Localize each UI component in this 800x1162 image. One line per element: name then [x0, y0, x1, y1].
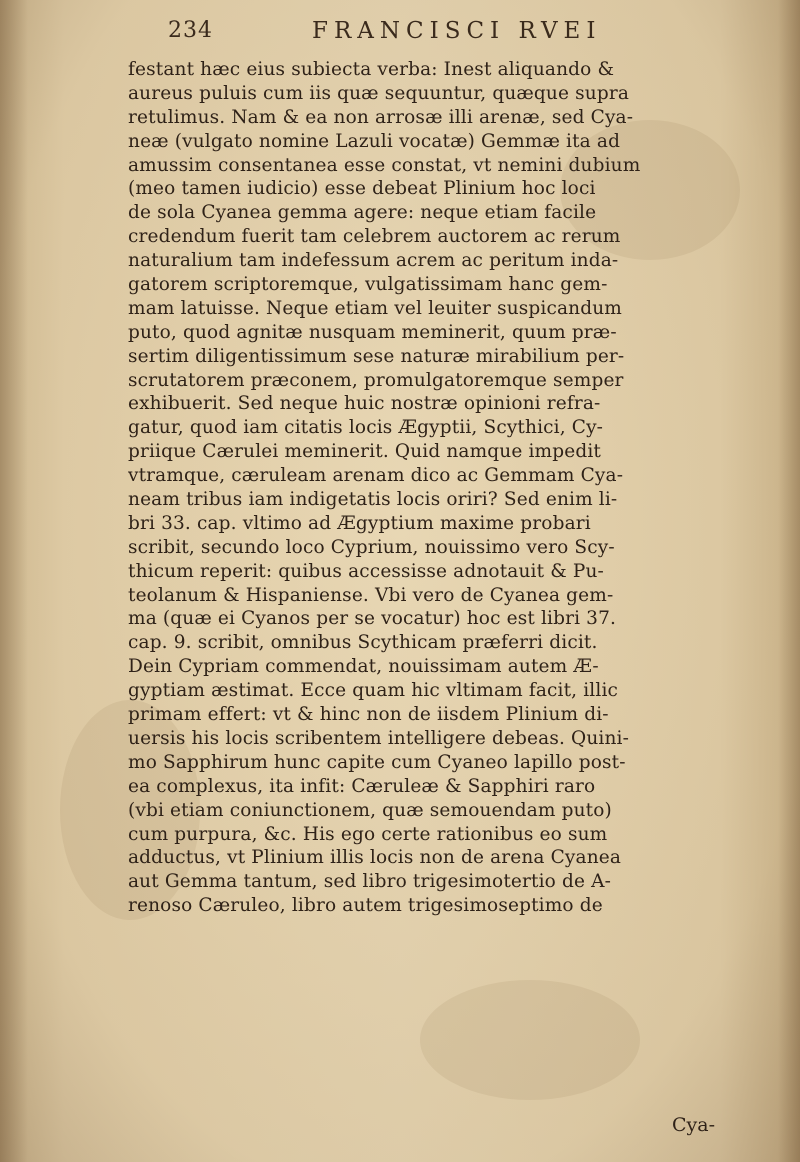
text-line: neæ (vulgato nomine Lazuli vocatæ) Gemmæ ita ad	[128, 130, 621, 152]
text-line: bri 33. cap. vltimo ad Ægyptium maxime probari	[128, 512, 591, 534]
text-line: adductus, vt Plinium illis locis non de arena Cyanea	[128, 847, 622, 869]
text-line: Dein Cypriam commendat, nouissimam autem Æ-	[128, 656, 599, 678]
text-line: gatorem scriptoremque, vulgatissimam hanc gem-	[128, 274, 608, 296]
text-line: retulimus. Nam & ea non arrosæ illi arenæ, sed Cya-	[128, 106, 634, 128]
text-line: mo Sapphirum hunc capite cum Cyaneo lapillo post-	[128, 751, 626, 773]
text-line: festant hæc eius subiecta verba: Inest aliquando &	[128, 59, 615, 80]
page-number: 234	[168, 18, 213, 43]
running-title: FRANCISCI RVEI	[312, 18, 602, 44]
text-line: cum purpura, &c. His ego certe rationibus eo sum	[128, 823, 608, 845]
text-line: amussim consentanea esse constat, vt nemini dubium	[128, 154, 641, 176]
text-line: uersis his locis scribentem intelligere debeas. Quini-	[128, 727, 630, 749]
text-line: (vbi etiam coniunctionem, quæ semouendam puto)	[128, 799, 612, 821]
text-line: gyptiam æstimat. Ecce quam hic vltimam facit, illic	[128, 680, 619, 702]
text-line: priique Cærulei meminerit. Quid namque impedit	[128, 441, 601, 463]
text-line: teolanum & Hispaniense. Vbi vero de Cyanea gem-	[128, 584, 614, 606]
text-line: puto, quod agnitæ nusquam meminerit, quum præ-	[128, 321, 617, 343]
text-line: scrutatorem præconem, promulgatoremque semper	[128, 369, 624, 391]
text-line: exhibuerit. Sed neque huic nostræ opinioni refra-	[128, 393, 601, 415]
text-line: vtramque, cæruleam arenam dico ac Gemmam Cya-	[128, 465, 624, 487]
text-line: sertim diligentissimum sese naturæ mirabilium per-	[128, 345, 625, 367]
text-line: aut Gemma tantum, sed libro trigesimotertio de A-	[128, 871, 612, 893]
text-line: ea complexus, ita infit: Cæruleæ & Sapphiri raro	[128, 775, 596, 797]
text-line: thicum reperit: quibus accessisse adnotauit & Pu-	[128, 560, 604, 582]
text-line: (meo tamen iudicio) esse debeat Plinium hoc loci	[128, 178, 596, 200]
text-line: cap. 9. scribit, omnibus Scythicam præferri dicit.	[128, 632, 598, 654]
text-line: credendum fuerit tam celebrem auctorem ac rerum	[128, 226, 621, 248]
text-line: neam tribus iam indigetatis locis oriri? Sed enim li-	[128, 489, 618, 511]
body-text	[128, 58, 768, 918]
text-line: primam effert: vt & hinc non de iisdem Plinium di-	[128, 704, 609, 726]
paper-stain	[420, 980, 640, 1100]
text-line: mam latuisse. Neque etiam vel leuiter suspicandum	[128, 297, 622, 319]
page-header	[0, 14, 800, 54]
text-line: gatur, quod iam citatis locis Ægyptii, Scythici, Cy-	[128, 417, 604, 439]
text-line: renoso Cæruleo, libro autem trigesimoseptimo de	[128, 895, 603, 917]
catchword: Cya-	[672, 1114, 716, 1136]
text-line: aureus puluis cum iis quæ sequuntur, quæque supra	[128, 82, 629, 104]
text-line: scribit, secundo loco Cyprium, nouissimo vero Scy-	[128, 536, 615, 558]
text-line: de sola Cyanea gemma agere: neque etiam facile	[128, 202, 597, 224]
text-line: ma (quæ ei Cyanos per se vocatur) hoc est libri 37.	[128, 608, 617, 630]
text-line: naturalium tam indefessum acrem ac peritum inda-	[128, 250, 619, 272]
